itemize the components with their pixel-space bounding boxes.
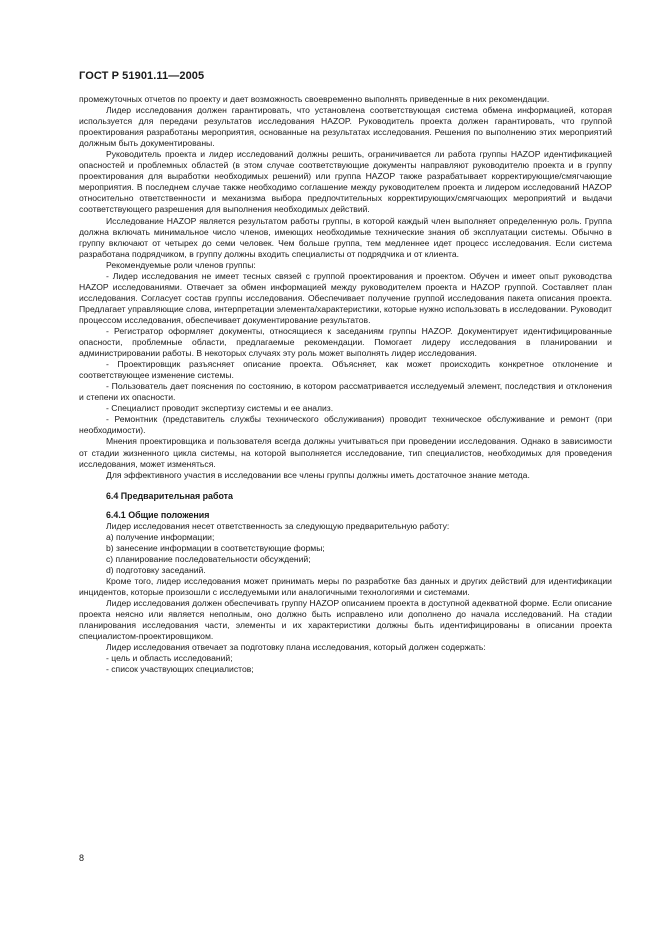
list-item: - список участвующих специалистов; [106, 664, 254, 675]
paragraph: Исследование HAZOP является результатом работы группы, в которой каждый член выполняет определенную роль. Группа должна включать минимальное число членов, имеющих необходимые технические знания об эксплуатации системы. Обычно в группу включают от четырех до семи человек. Чем больше группа, тем медленнее идет процесс исследования. Если система разработана подрядчиком, в группу должны входить специалисты от подрядчика и от клиента. [79, 215, 612, 259]
role-item: - Специалист проводит экспертизу системы и ее анализ. [106, 403, 334, 414]
paragraph: промежуточных отчетов по проекту и дает возможность своевременно выполнять приведенные в них рекомендации. [79, 94, 550, 104]
paragraph: Руководитель проекта и лидер исследований должны решить, ограничивается ли работа группы HAZOP идентификацией опасностей и проблемных областей (в этом случае соответствующие документы направляют руководителю проекта и в группу проектирования для выработки необходимых решений) или группа HAZOP также разрабатывает корректирующие/смягчающие мероприятия. В последнем случае также необходимо соглашение между руководителем проекта и лидером исследований HAZOP относительно ответственности и механизма выбора предпочтительных корректирующих/смягчающих мероприятий и выдачи соответствующего разрешения для выполнения необходимых действий. [79, 149, 612, 215]
role-item: - Пользователь дает пояснения по состоянию, в котором рассматривается исследуемый элемент, последствия и отклонения и степени их опасности. [79, 381, 612, 403]
list-item: c) планирование последовательности обсуждений; [106, 553, 311, 564]
list-item: a) получение информации; [106, 531, 215, 542]
list-item: - цель и область исследований; [106, 653, 233, 664]
list-item: b) занесение информации в соответствующие формы; [106, 542, 325, 553]
paragraph: Рекомендуемые роли членов группы: [106, 259, 256, 270]
paragraph: Лидер исследования должен гарантировать, что установлена соответствующая система обмена информацией, которая используется для передачи результатов исследования HAZOP. Руководитель проекта должен гарантировать, что группой проектирования разработаны мероприятия, основанные на результатах исследования. Решения по выполнению этих мероприятий должным быть документированы. [79, 105, 612, 149]
subsection-heading: 6.4.1 Общие положения [106, 509, 210, 520]
role-item: - Ремонтник (представитель службы технического обслуживания) проводит техническое обслуживание и ремонт (при необходимости). [79, 414, 612, 436]
paragraph: Лидер исследования несет ответственность за следующую предварительную работу: [106, 520, 450, 531]
role-item: - Проектировщик разъясняет описание проекта. Объясняет, как может происходить конкретное отклонение и соответствующее изменение системы. [79, 359, 612, 381]
paragraph: Мнения проектировщика и пользователя всегда должны учитываться при проведении исследования. Однако в зависимости от стадии жизненного цикла системы, на которой выполняется исследование, тип специалистов, необходимых для проведения исследования, может изменяться. [79, 436, 612, 469]
paragraph: Лидер исследования должен обеспечивать группу HAZOP описанием проекта в доступной адекватной форме. Если описание проекта неясно или является неполным, оно должно быть исправлено или дополнено до начала исследований. На стадии планирования исследования части, элементы и их характеристики должны быть идентифицированы в описании проекта специалистом-проектировщиком. [79, 597, 612, 642]
page-body [79, 94, 612, 675]
role-item: - Регистратор оформляет документы, относящиеся к заседаниям группы HAZOP. Документирует идентифицированные опасности, проблемные области, предлагаемые рекомендации. Помогает лидеру исследования в планировании и администрировании работы. В некоторых случаях эту роль может выполнять лидер исследования. [79, 325, 612, 359]
paragraph: Кроме того, лидер исследования может принимать меры по разработке баз данных и других действий для идентификации инцидентов, которые произошли с исследуемыми или аналогичными технологиями и системами. [79, 575, 612, 597]
role-item: - Лидер исследования не имеет тесных связей с группой проектирования и проектом. Обучен и имеет опыт руководства HAZOP исследованиями. Отвечает за обмен информацией между руководителем проекта и HAZOP группой. Составляет план исследования. Согласует состав группы исследования. Обеспечивает получение группой исследования пакета описания проекта. Предлагает управляющие слова, интерпретации элемента/характеристики, которые нужно использовать в исследовании. Руководит процессом исследования, обеспечивает документирование результатов. [79, 270, 612, 325]
list-item: d) подготовку заседаний. [106, 564, 206, 575]
page-number: 8 [79, 853, 85, 863]
paragraph: Лидер исследования отвечает за подготовку плана исследования, который должен содержать: [106, 642, 486, 653]
section-heading: 6.4 Предварительная работа [106, 490, 233, 501]
document-header: ГОСТ Р 51901.11—2005 [79, 70, 205, 82]
paragraph: Для эффективного участия в исследовании все члены группы должны иметь достаточное знание метода. [106, 469, 530, 480]
